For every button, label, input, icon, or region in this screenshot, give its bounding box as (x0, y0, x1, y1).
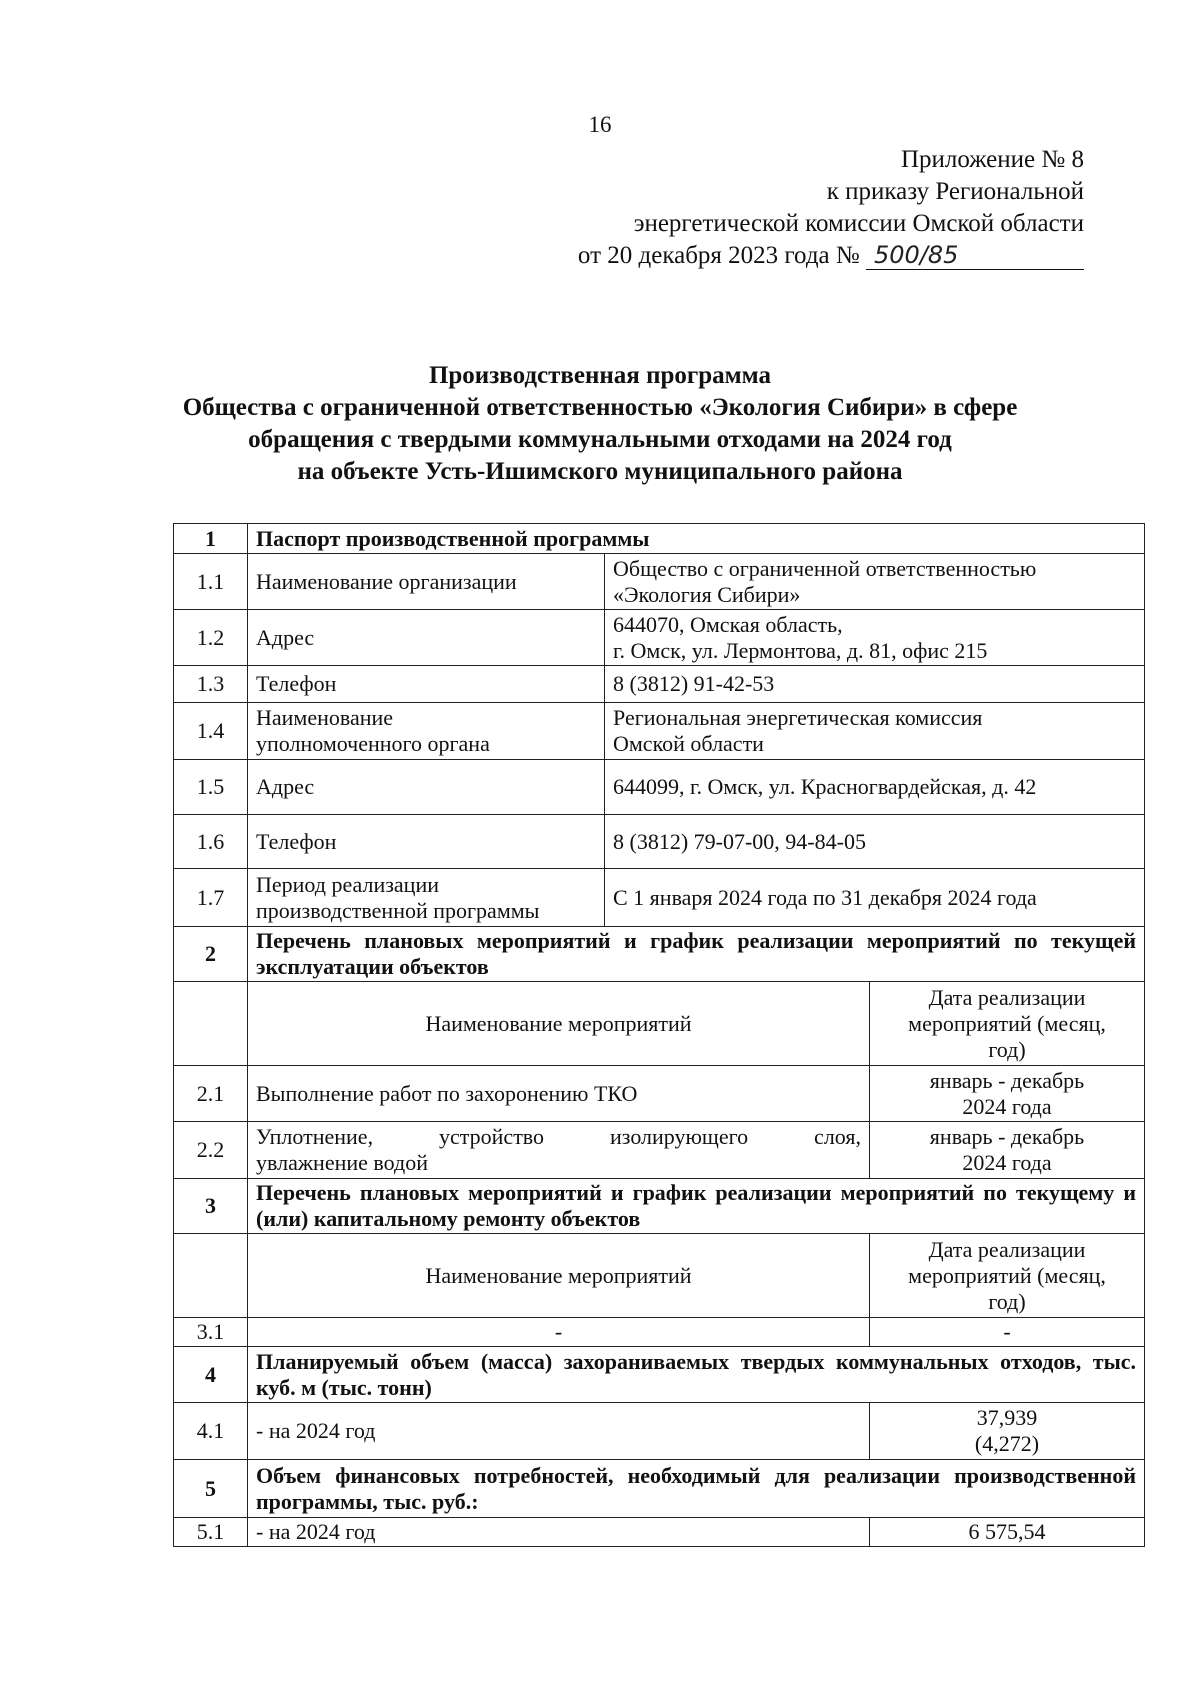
value-line: «Экология Сибири» (613, 581, 801, 607)
column-header-date (870, 982, 1145, 1066)
title-line-1: Производственная программа (428, 362, 772, 389)
row-label: Адрес (248, 610, 605, 666)
section-heading: Перечень плановых мероприятий и график реализации мероприятий по текущему и (или) капитальному ремонту объектов (248, 1179, 1145, 1234)
row-number: 2.1 (174, 1066, 248, 1122)
row-value (605, 703, 1145, 760)
section-2-header (174, 927, 1145, 982)
row-number: 1.2 (174, 610, 248, 666)
section-number: 1 (174, 524, 248, 554)
row-number: 4.1 (174, 1403, 248, 1460)
activity-name (248, 1122, 870, 1179)
value-line: Общество с ограниченной ответственностью (613, 555, 1037, 581)
appendix-line-4 (524, 240, 1084, 272)
order-number-handwritten: 500/85 (866, 241, 1084, 270)
column-header-row (174, 982, 1145, 1066)
appendix-line-2: к приказу Региональной (826, 178, 1084, 205)
header-line: мероприятий (месяц, (908, 1262, 1106, 1288)
row-label: Телефон (248, 666, 605, 703)
table-row (174, 1122, 1145, 1179)
title-line-3: обращения с твердыми коммунальными отходами на 2024 год (248, 426, 952, 453)
section-5-header (174, 1460, 1145, 1518)
table-row (174, 554, 1145, 610)
row-number: 1.6 (174, 815, 248, 869)
page-number: 16 (588, 112, 612, 137)
title-line-4: на объекте Усть-Ишимского муниципального района (297, 458, 903, 485)
row-label (248, 703, 605, 760)
order-date: от 20 декабря 2023 года № (577, 242, 860, 269)
date-line: январь - декабрь (929, 1124, 1085, 1149)
title-line-2: Общества с ограниченной ответственностью «Экология Сибири» в сфере (182, 394, 1018, 421)
table-row (174, 1066, 1145, 1122)
row-number: 1.4 (174, 703, 248, 760)
date-line: 2024 года (962, 1093, 1052, 1119)
row-value (870, 1403, 1145, 1460)
date-line: январь - декабрь (929, 1067, 1085, 1093)
column-header-row (174, 1234, 1145, 1318)
row-number: 1.1 (174, 554, 248, 610)
table-row (174, 703, 1145, 760)
row-value (605, 554, 1145, 610)
table-row (174, 1403, 1145, 1460)
table-row (174, 1518, 1145, 1547)
activity-date (870, 1066, 1145, 1122)
section-number: 4 (174, 1347, 248, 1403)
section-number: 5 (174, 1460, 248, 1518)
value-line: Омской области (613, 731, 764, 756)
appendix-title: Приложение № 8 (900, 146, 1084, 173)
row-label: Адрес (248, 760, 605, 815)
header-line: Дата реализации (928, 1236, 1086, 1262)
row-value: 6 575,54 (870, 1518, 1145, 1547)
row-label: - на 2024 год (248, 1518, 870, 1547)
section-number: 3 (174, 1179, 248, 1234)
row-number: 1.3 (174, 666, 248, 703)
value-line: (4,272) (974, 1431, 1040, 1456)
label-line: Период реализации (256, 871, 440, 897)
section-heading: Объем финансовых потребностей, необходимый для реализации производственной программы, тыс. руб.: (248, 1460, 1145, 1518)
program-table (173, 523, 1145, 1547)
activity-name: Выполнение работ по захоронению ТКО (248, 1066, 870, 1122)
empty-cell (174, 1234, 248, 1318)
header-line: мероприятий (месяц, (908, 1010, 1106, 1036)
row-number: 3.1 (174, 1318, 248, 1347)
table-row (174, 610, 1145, 666)
row-value: 8 (3812) 91-42-53 (605, 666, 1145, 703)
row-label: Наименование организации (248, 554, 605, 610)
row-label (248, 869, 605, 927)
activity-date: - (870, 1318, 1145, 1347)
row-value: 8 (3812) 79-07-00, 94-84-05 (605, 815, 1145, 869)
value-line: Региональная энергетическая комиссия (613, 705, 983, 730)
document-title (150, 360, 1050, 488)
row-number: 1.7 (174, 869, 248, 927)
appendix-header (524, 144, 1084, 272)
column-header-name: Наименование мероприятий (248, 1234, 870, 1318)
label-line: Наименование (256, 705, 394, 730)
row-value: 644099, г. Омск, ул. Красногвардейская, д. 42 (605, 760, 1145, 815)
activity-date (870, 1122, 1145, 1179)
row-number: 2.2 (174, 1122, 248, 1179)
value-line: 644070, Омская область, (613, 611, 843, 637)
empty-cell (174, 982, 248, 1066)
table-row (174, 666, 1145, 703)
row-value (605, 610, 1145, 666)
row-label: - на 2024 год (248, 1403, 870, 1460)
table-row (174, 815, 1145, 869)
table-row (174, 1318, 1145, 1347)
label-line: уполномоченного органа (256, 731, 490, 756)
row-value: С 1 января 2024 года по 31 декабря 2024 года (605, 869, 1145, 927)
activity-name: - (248, 1318, 870, 1347)
column-header-date (870, 1234, 1145, 1318)
section-number: 2 (174, 927, 248, 982)
table-row (174, 869, 1145, 927)
value-line: 37,939 (976, 1405, 1038, 1430)
row-number: 1.5 (174, 760, 248, 815)
appendix-line-3: энергетической комиссии Омской области (633, 210, 1084, 237)
section-heading: Перечень плановых мероприятий и график реализации мероприятий по текущей эксплуатации объектов (248, 927, 1145, 982)
value-line: г. Омск, ул. Лермонтова, д. 81, офис 215 (613, 637, 988, 663)
header-line: год) (988, 1036, 1026, 1062)
section-1-header (174, 524, 1145, 554)
name-line: Уплотнение, устройство изолирующего слоя, (256, 1124, 861, 1149)
section-heading: Паспорт производственной программы (248, 524, 1145, 554)
row-label: Телефон (248, 815, 605, 869)
section-heading: Планируемый объем (масса) захораниваемых твердых коммунальных отходов, тыс. куб. м (тыс. тонн) (248, 1347, 1145, 1403)
table-row (174, 760, 1145, 815)
name-line: увлажнение водой (256, 1150, 428, 1175)
row-number: 5.1 (174, 1518, 248, 1547)
header-line: Дата реализации (928, 984, 1086, 1010)
section-4-header (174, 1347, 1145, 1403)
column-header-name: Наименование мероприятий (248, 982, 870, 1066)
header-line: год) (988, 1288, 1026, 1314)
section-3-header (174, 1179, 1145, 1234)
date-line: 2024 года (962, 1150, 1052, 1175)
label-line: производственной программы (256, 897, 540, 923)
